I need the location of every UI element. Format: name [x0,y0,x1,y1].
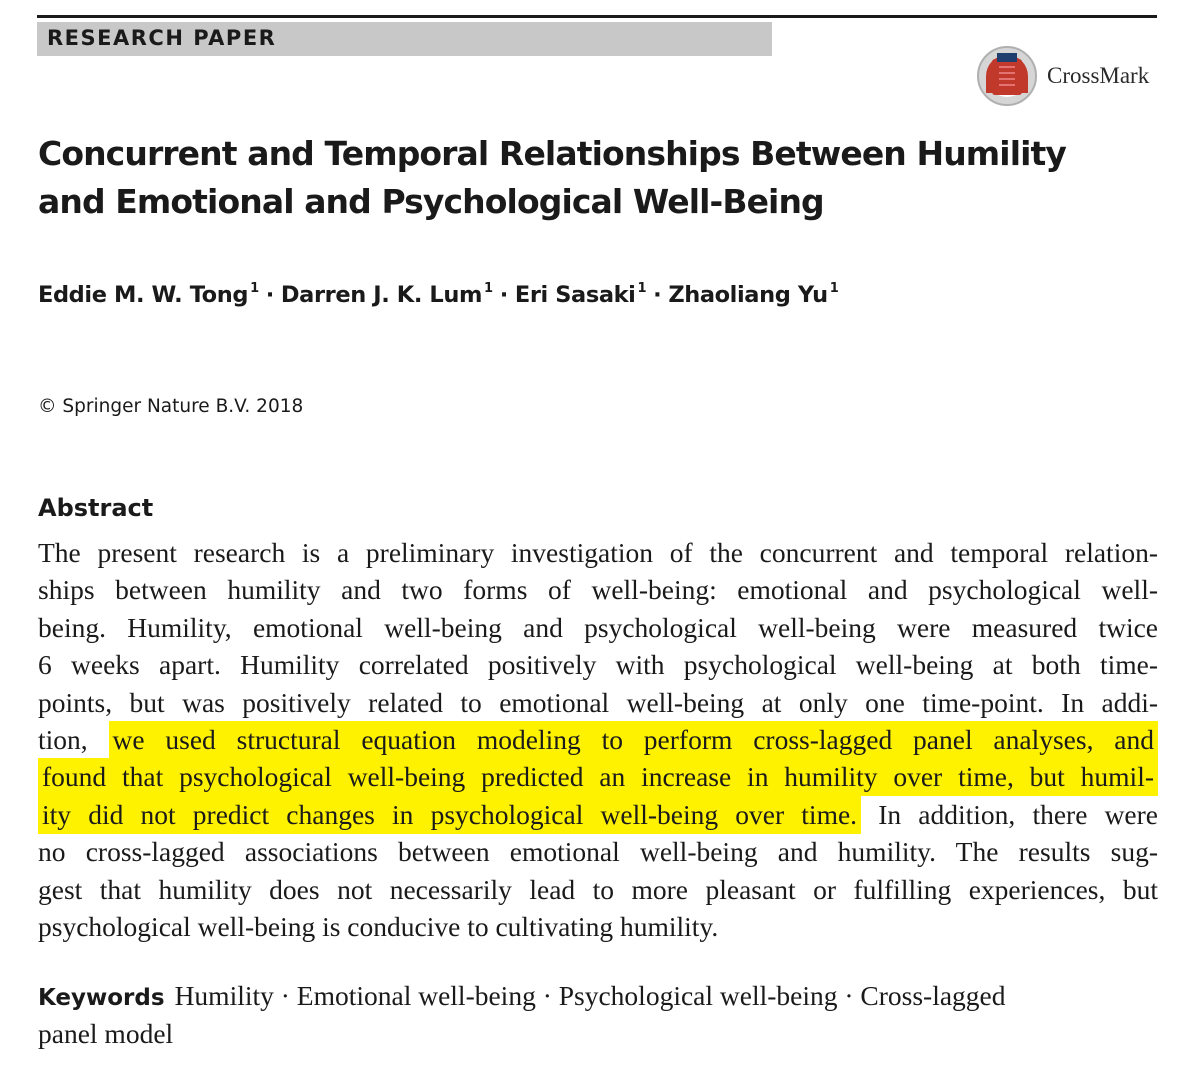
section-banner [37,22,772,56]
abstract-line [38,721,1158,758]
highlighted-text: we used structural equation modeling to perform cross-lagged panel analyses, and [109,724,1159,755]
abstract-body [38,534,1158,945]
title-line: and Emotional and Psychological Well-Being [38,182,824,221]
affiliation-mark: 1 [637,280,647,296]
affiliation-mark: 1 [829,280,839,296]
keywords [38,978,1098,1052]
author-name[interactable]: Eddie M. W. Tong [38,282,249,308]
author-separator: · [499,282,508,308]
crossmark-label: CrossMark [1047,63,1150,88]
title-line: Concurrent and Temporal Relationships Between Humility [38,134,1067,173]
abstract-line: ships between humility and two forms of well-being: emotional and psychological well- [38,574,1158,606]
abstract-line: 6 weeks apart. Humility correlated positively with psychological well-being at both time- [38,649,1158,681]
abstract-line: The present research is a preliminary investigation of the concurrent and temporal relation- [38,537,1158,568]
abstract-line: points, but was positively related to emotional well-being at only one time-point. In addi- [38,686,1158,718]
top-rule [37,15,1157,18]
abstract-line: gest that humility does not necessarily lead to more pleasant or fulfilling experiences, but [38,873,1158,905]
keywords-list: Humility · Emotional well-being · Psychological well-being · Cross-lagged [174,980,1006,1011]
author-name[interactable]: Darren J. K. Lum [280,282,483,308]
crossmark-icon [975,45,1041,109]
abstract-line: being. Humility, emotional well-being and psychological well-being were measured twice [38,611,1158,643]
abstract-text: tion, [38,723,109,755]
section-label: RESEARCH PAPER [47,26,277,50]
affiliation-mark: 1 [484,280,493,296]
abstract-line [38,796,1158,833]
author-separator: · [265,282,274,308]
keywords-list: panel model [38,1018,174,1049]
affiliation-mark: 1 [250,280,259,296]
author-name[interactable]: Zhaoliang Yu [668,282,828,308]
abstract-text: In addition, there were [861,798,1158,830]
author-name[interactable]: Eri Sasaki [514,282,636,308]
crossmark-badge[interactable] [975,45,1175,110]
author-list [38,282,838,308]
copyright-notice: © Springer Nature B.V. 2018 [38,396,304,417]
highlighted-text: ity did not predict changes in psychological well-being over time. [38,799,861,830]
abstract-line: psychological well-being is conducive to cultivating humility. [38,910,719,942]
abstract-heading: Abstract [38,494,154,522]
abstract-line: no cross-lagged associations between emotional well-being and humility. The results sug- [38,836,1158,868]
author-separator: · [653,282,662,308]
highlighted-text: found that psychological well-being predicted an increase in humility over time, but humil- [38,761,1158,792]
keywords-label: Keywords [38,985,165,1011]
abstract-line [38,758,1158,795]
paper-title [38,130,1138,226]
